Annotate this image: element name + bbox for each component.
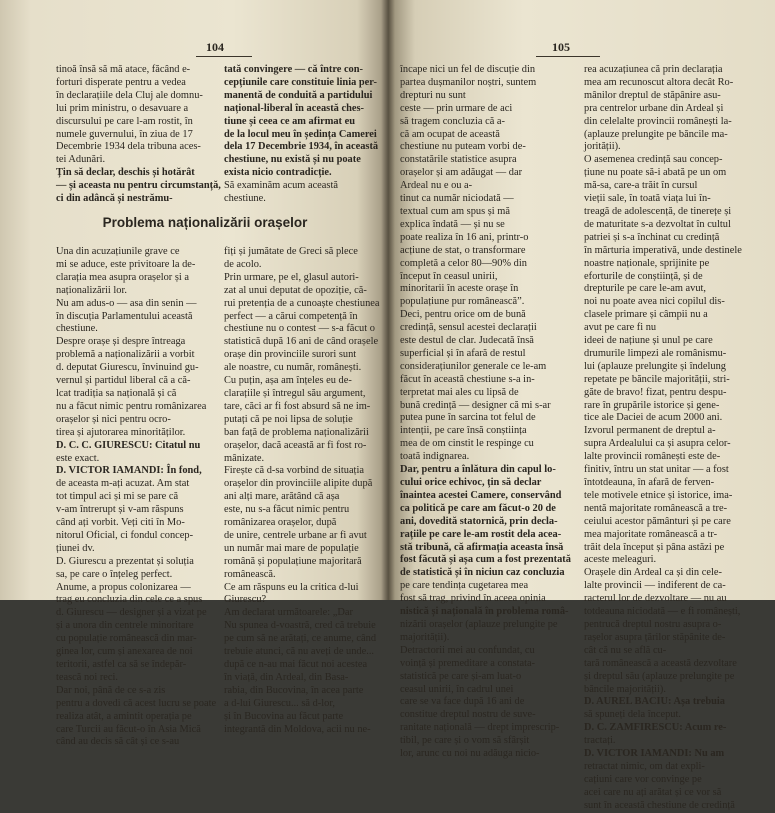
- text-line: sa, pe care o înțeleg perfect.: [56, 568, 173, 580]
- text-line: manentă de conduită a partidului: [224, 89, 373, 101]
- text-line: nitorul Oficial, ci fondul concep-: [56, 529, 194, 541]
- text-line: lalte provincii românești este de-: [584, 451, 721, 463]
- text-line: Deci, pentru orice om de bună: [400, 309, 526, 321]
- text-line: avut pe care fi nu: [584, 322, 657, 334]
- text-line: constatările statistice asupra: [400, 154, 517, 166]
- text-line: numele guvernului, în ziua de 17: [56, 128, 193, 140]
- text-line: noi nu poate avea nici copilul dis-: [584, 296, 725, 308]
- text-line: Despre orașe și despre întreaga: [56, 336, 186, 348]
- text-line: care se va face după 16 ani de: [400, 696, 525, 708]
- text-line: ceasul unirii, în cadrul unei: [400, 683, 514, 695]
- text-line: clarațiile și întregul său argument,: [224, 387, 366, 399]
- text-line: noastre naționale, sprijinite pe: [584, 257, 710, 269]
- text-line: Nu am adus-o — asa din senin —: [56, 297, 197, 309]
- text-line: chestiune nu o contest — s-a făcut o: [224, 323, 375, 335]
- text-line: retractat nimic, om dat expli-: [584, 760, 705, 772]
- text-line: tinoă însă să mă atace, făcând e-: [56, 64, 191, 75]
- text-line: realiza atât, a amintit operația pe: [56, 710, 192, 722]
- text-line: Țin să declar, deschis și hotărât: [56, 167, 195, 179]
- text-line: poate realiza în 16 ani, printr-o: [400, 231, 529, 243]
- left-column-1-top: [56, 64, 221, 206]
- text-line: nizării orașelor (aplauze prelungite pe: [400, 618, 558, 630]
- text-line: Prin urmare, pe el, glasul autori-: [224, 271, 359, 283]
- text-line: Decembrie 1934 dela tribuna aces-: [56, 141, 201, 153]
- text-line: statistică după 16 ani de când orașele: [224, 336, 379, 348]
- text-line: d. Giurescu — designer și a vizat pe: [56, 607, 207, 619]
- text-line: trebuie atunci, că nu aveți de unde...: [224, 646, 375, 658]
- text-line: ale noastre, cu număr, românești.: [224, 362, 362, 374]
- text-line: rabia, din Bucovina, în acea parte: [224, 684, 364, 696]
- text-line: rare în grupările istorice și gene-: [584, 399, 720, 411]
- text-line: orașelor și nici pentru ocro-: [56, 413, 171, 425]
- text-line: mânilor dreptul de stăpânire asu-: [584, 89, 721, 101]
- text-line: încape nici un fel de discuție din: [400, 64, 536, 75]
- text-line: fost făcută și așa cum a fost prezentată: [400, 554, 571, 566]
- text-line: lui prim ministru, o desavuare a: [56, 102, 189, 114]
- text-line: găte de bravo! fizat, pentru despu-: [584, 386, 727, 398]
- text-line: ginea lor, cum și anexarea de noi: [56, 646, 193, 658]
- text-line: ci din adâncă și nestrămu-: [56, 193, 173, 205]
- text-line: ceste — prin urmare de aci: [400, 102, 513, 114]
- text-line: cu populație românească din mar-: [56, 633, 197, 645]
- text-line: ani, dovedită statornică, prin decla-: [400, 515, 558, 527]
- text-line: fost să trag, privind în aceea opinia: [400, 593, 546, 605]
- text-line: în discuția Parlamentului această: [56, 310, 193, 322]
- text-line: lor, arunc cu noi nu adăuga nicio-: [400, 748, 540, 760]
- text-line: rațiile pe care le-am rostit dela acea-: [400, 528, 562, 540]
- text-line: rui pretenția de a cunoaște chestiunea: [224, 297, 380, 309]
- page-number-rule-right: [536, 56, 600, 57]
- text-line: română și populațiune majoritară: [224, 555, 362, 567]
- text-line: finitiv, întru un stat unitar — a fost: [584, 464, 729, 476]
- text-line: voință și premeditare a constata-: [400, 657, 536, 669]
- text-line: de aceasta m-ați acuzat. Am stat: [56, 478, 190, 490]
- text-line: tei Adunări.: [56, 154, 106, 166]
- right-column-1: [400, 64, 572, 761]
- text-line: când au decis să cât și ce s-au: [56, 736, 180, 748]
- text-line: cațiuni care vor convinge pe: [584, 773, 702, 785]
- text-line: d. deputat Giurescu, învinuind gu-: [56, 362, 199, 374]
- text-line: Ardeal nu e ou a-: [400, 180, 473, 192]
- text-line: și dreptul său (aplauze prelungite pe: [584, 670, 735, 682]
- text-line: care Turcii au făcut-o în Asia Mică: [56, 723, 201, 735]
- text-line: tibil, pe care și o vom să sfârșit: [400, 735, 530, 747]
- text-line: după ce n-au mai făcut noi acestea: [224, 659, 368, 670]
- text-line: mânizate.: [224, 452, 265, 464]
- text-line: integrantă din Moldova, acii nu ne-: [224, 723, 371, 735]
- text-line: tractați.: [584, 735, 616, 747]
- text-line: — și aceasta nu pentru circumstanță,: [56, 180, 221, 192]
- text-line: să spuneți dela început.: [584, 709, 681, 721]
- text-line: început în ceasul unirii,: [400, 270, 498, 282]
- text-line: țiunei dv.: [56, 542, 95, 554]
- text-line: a d-lui Giurescu... să d-lor,: [224, 697, 335, 709]
- text-line: este exact.: [56, 452, 100, 464]
- text-line: în declarațiile dela Cluj ale domnu-: [56, 89, 203, 101]
- text-line: sunt în această chestiune de credință: [584, 799, 735, 811]
- page-number-left: 104: [206, 40, 224, 54]
- text-line: românizarea orașelor, după: [224, 517, 337, 529]
- text-line: D. C. C. GIURESCU: Citatul nu: [56, 439, 201, 451]
- text-line: drepturi nu sunt: [400, 89, 466, 101]
- text-line: aceste meleaguri.: [584, 554, 657, 566]
- text-line: (aplauze prelungite pe băncile ma-: [584, 128, 728, 140]
- text-line: zat al unui deputat de opoziție, că-: [224, 284, 367, 296]
- text-line: tată convingere — că între con-: [224, 64, 363, 75]
- text-line: Izvorul permanent de dreptul a-: [584, 425, 716, 437]
- text-line: putați că pe noi lipsa de soluție: [224, 413, 353, 425]
- text-line: nistică și națională în problema româ-: [400, 606, 569, 618]
- text-line: și a unora din centrele minoritare: [56, 620, 194, 632]
- text-line: clarația mea asupra orașelor și a: [56, 271, 189, 283]
- text-line: de unire, centrele urbane ar fi avut: [224, 529, 367, 541]
- text-line: partea dușmanilor noștri, suntem: [400, 76, 537, 88]
- text-line: majorității).: [400, 631, 450, 643]
- text-line: pentru a dovedi că acest lucru se poate: [56, 697, 217, 709]
- text-line: Orașele din Ardeal ca și din cele-: [584, 567, 722, 579]
- left-column-2-top: [224, 64, 386, 206]
- text-line: exista nicio contradicție.: [224, 167, 332, 179]
- text-line: chestiune.: [56, 323, 98, 335]
- text-line: înaintea acestei Camere, conservând: [400, 489, 562, 501]
- text-line: fiți și jumătate de Greci să plece: [224, 246, 358, 257]
- text-line: completă a celor 80—90% din: [400, 257, 527, 269]
- text-line: băncile majorității).: [584, 683, 666, 695]
- text-line: naționalizării lor.: [56, 284, 127, 296]
- page-number-right: 105: [552, 40, 570, 54]
- text-line: rașelor asupra țărilor stăpânite de-: [584, 631, 726, 643]
- text-line: clasele primare și câmpii nu a: [584, 309, 708, 321]
- text-line: tinut ca număr niciodată —: [400, 193, 514, 205]
- text-line: problemă a naționalizării a vorbit: [56, 349, 195, 361]
- text-line: teritorii, astfel ca să se îndepăr-: [56, 659, 187, 670]
- text-line: în viață, din Ardeal, din Basa-: [224, 671, 349, 683]
- text-line: cepțiunile care constituie linia per-: [224, 76, 377, 88]
- text-line: întotdeauna, în afară de ferven-: [584, 477, 715, 488]
- text-line: lui (aplauze prelungite și îndelung: [584, 360, 726, 372]
- text-line: Detractorii mei au confundat, cu: [400, 644, 535, 656]
- text-line: supra Ardealului ca și asupra celor-: [584, 438, 731, 450]
- text-line: orașelor, dacă această ar fi fost ro-: [224, 439, 367, 451]
- text-line: tiune și ceea ce am afirmat eu: [224, 115, 355, 127]
- text-line: ranitate națională — drept imprescrip-: [400, 722, 560, 734]
- text-line: Dar noi, până de ce s-a zis: [56, 684, 166, 696]
- text-line: acțiune de stat, o transformare: [400, 244, 526, 256]
- text-line: în mărturia imperativă, unde destinele: [584, 244, 742, 256]
- text-line: lalte provincii — indiferent de ca-: [584, 580, 726, 592]
- text-line: orașelor și am adăugat — dar: [400, 167, 523, 179]
- text-line: și în Bucovina au făcut parte: [224, 710, 344, 722]
- text-line: cât că nu se află cu-: [584, 644, 667, 656]
- text-line: nentă majoritate românească a tre-: [584, 502, 728, 514]
- text-line: tească noi reci.: [56, 671, 119, 683]
- text-line: Giurescu?: [224, 594, 267, 606]
- text-line: dela 17 Decembrie 1934, în această: [224, 141, 379, 153]
- text-line: pra centrelor urbane din Ardeal și: [584, 102, 724, 114]
- left-page: [0, 0, 388, 748]
- text-line: textual cum am spus și mă: [400, 205, 510, 217]
- text-line: D. VICTOR IAMANDI: În fond,: [56, 465, 202, 477]
- text-line: să tragem concluzia că a-: [400, 115, 505, 127]
- text-line: ceiului acestor pământuri și pe care: [584, 515, 731, 527]
- text-line: nu a făcut nimic pentru românizarea: [56, 400, 207, 412]
- text-line: românească.: [224, 568, 276, 580]
- text-line: Anume, a propus colonizarea —: [56, 581, 191, 593]
- text-line: un număr mai mare de populație: [224, 542, 359, 554]
- text-line: terpretat mai ales cu lipsă de: [400, 386, 519, 398]
- text-line: tară românească a această dezvoltare: [584, 657, 737, 669]
- text-line: de la locul meu în ședința Camerei: [224, 128, 377, 140]
- text-line: lcat tradiția sa națională și că: [56, 387, 177, 399]
- text-line: O asemenea credință sau concep-: [584, 154, 723, 166]
- text-line: Dar, pentru a înlătura din capul lo-: [400, 464, 556, 476]
- text-line: drepturile pe care le-am avut,: [584, 283, 707, 295]
- text-line: perfect — a cărui competență în: [224, 310, 358, 322]
- text-line: ca politică pe care am făcut-o 20 de: [400, 502, 556, 514]
- text-line: mea majoritate românească a tr-: [584, 528, 718, 540]
- text-line: tice ale Daciei de acum 2000 ani.: [584, 412, 723, 424]
- text-line: tele motivele etnice și istorice, ima-: [584, 489, 733, 501]
- text-line: racterul lor de dezvoltare — nu au: [584, 593, 727, 605]
- text-line: Ce am răspuns eu la critica d-lui: [224, 581, 359, 593]
- text-line: D. C. ZAMFIRESCU: Acum re-: [584, 722, 727, 734]
- text-line: mă-sa, care-a trăit în cursul: [584, 180, 698, 192]
- text-line: orașe din provinciile surori sunt: [224, 349, 357, 361]
- text-line: acei care nu ați arătat și ce vor să: [584, 786, 722, 798]
- text-line: trag eu concluzia din cele ce a spus: [56, 594, 203, 606]
- text-line: populațiune pur românească”.: [400, 296, 525, 308]
- text-line: statistică pe care și-am luat-o: [400, 670, 522, 682]
- text-line: Am declarat următoarele: „Dar: [224, 607, 353, 619]
- text-line: D. AUREL BACIU: Așa trebuia: [584, 696, 725, 708]
- text-line: de statistică și în niciun caz concluzia: [400, 567, 565, 579]
- text-line: mi se aduce, este privitoare la de-: [56, 258, 196, 270]
- text-line: când ați vorbit. Veți citi în Mo-: [56, 517, 185, 529]
- text-line: totdeauna niciodată — e fi românești,: [584, 606, 741, 618]
- text-line: că am ocupat de această: [400, 128, 500, 140]
- left-column-1-bottom: [56, 246, 217, 749]
- text-line: pentrucă dreptul nostru asupra o-: [584, 618, 722, 630]
- text-line: de maturitate s-a dezvoltat în cultul: [584, 218, 731, 230]
- text-line: chestiune nu puteam vorbi de-: [400, 141, 526, 153]
- text-line: Nu spunea d-voastră, cred că trebuie: [224, 620, 376, 632]
- text-line: tirea și ajutorarea minorităților.: [56, 426, 186, 438]
- text-line: treagă de adolescență, de tinerețe și: [584, 205, 732, 217]
- text-line: D. VICTOR IAMANDI: Nu am: [584, 748, 725, 760]
- text-line: Să examinăm acum această: [224, 180, 338, 192]
- text-line: eforturile de conștiință, și de: [584, 270, 703, 282]
- text-line: este, nu s-a făcut nimic pentru: [224, 504, 350, 516]
- text-line: național-liberal în această ches-: [224, 102, 364, 114]
- text-line: tare, căci ar fi fost absurd să ne im-: [224, 400, 371, 412]
- text-line: D. Giurescu a prezentat și soluția: [56, 555, 194, 567]
- text-line: putea pune în sarcina tot felul de: [400, 412, 536, 424]
- text-line: explica îndată — și nu se: [400, 218, 505, 230]
- book-gutter: [381, 0, 395, 600]
- text-line: vernul și partidul liberal că a că-: [56, 375, 191, 387]
- text-line: repetate pe băncile majorității, stri-: [584, 373, 730, 385]
- text-line: făcut în această chestiune s-a in-: [400, 373, 535, 385]
- text-line: constitue dreptul nostru de suve-: [400, 709, 536, 721]
- text-line: chestiune.: [224, 193, 266, 205]
- text-line: Cu puțin, așa am înțeles eu de-: [224, 375, 352, 387]
- text-line: jorității).: [584, 141, 621, 153]
- text-line: chestiune, nu există și nu poate: [224, 154, 361, 166]
- text-line: țiune nu poate să-i abată pe un om: [584, 167, 727, 179]
- text-line: rea acuzațiunea că prin declarația: [584, 64, 723, 75]
- text-line: v-am întrerupt și v-am răspuns: [56, 504, 184, 516]
- text-line: minoritarii în aceste orașe în: [400, 283, 519, 295]
- text-line: toată indignarea.: [400, 451, 470, 463]
- text-line: este destul de clar. Judecată însă: [400, 335, 534, 347]
- text-line: pe cum să ne arătați, ce anume, când: [224, 633, 377, 645]
- text-line: vieții sale, în toată viața lui în-: [584, 193, 711, 205]
- text-line: mea de om cinstit le respinge cu: [400, 438, 534, 450]
- page-number-rule-left: [196, 56, 252, 57]
- text-line: cului orice echivoc, țin să declar: [400, 477, 542, 488]
- text-line: mea am recunoscut altora decât Ro-: [584, 76, 734, 88]
- text-line: forturi disperate pentru a vedea: [56, 76, 186, 88]
- text-line: de acolo.: [224, 258, 262, 270]
- section-heading: Problema naționalizării orașelor: [102, 215, 308, 230]
- text-line: credință, sensul acestei declarații: [400, 322, 537, 334]
- text-line: pe care tendința cugetarea mea: [400, 580, 529, 592]
- text-line: drumurile limpezi ale românismu-: [584, 347, 727, 359]
- text-line: Firește că d-sa vorbind de situația: [224, 465, 364, 477]
- text-line: Una din acuzațiunile grave ce: [56, 246, 180, 257]
- text-line: considerațiunilor generale ce le-am: [400, 360, 547, 372]
- text-line: ani alți mare, arătând că așa: [224, 491, 340, 503]
- text-line: discursului pe care l-am rostit, în: [56, 115, 193, 127]
- text-line: intenții, pe care însă conștiința: [400, 425, 527, 437]
- text-line: ban față de problema naționalizării: [224, 426, 369, 438]
- text-line: tot timpul aci și mi se pare că: [56, 491, 179, 503]
- text-line: din celelalte provincii românești la-: [584, 115, 732, 127]
- right-column-2: [584, 64, 758, 813]
- text-line: orașelor din provinciile alipite după: [224, 478, 373, 490]
- text-line: superficial și în afară de restul: [400, 347, 526, 359]
- text-line: patriei și s-a închinat cu credință: [584, 231, 720, 243]
- text-line: ideei de națiune și unul pe care: [584, 335, 713, 347]
- left-column-2-bottom: [224, 246, 386, 736]
- text-line: stă tribună, că afirmația aceasta însă: [400, 541, 564, 553]
- text-line: bună credință — designer că mi s-ar: [400, 399, 551, 411]
- text-line: trăit dela început și pâna astăzi pe: [584, 541, 725, 553]
- right-page: [388, 0, 775, 811]
